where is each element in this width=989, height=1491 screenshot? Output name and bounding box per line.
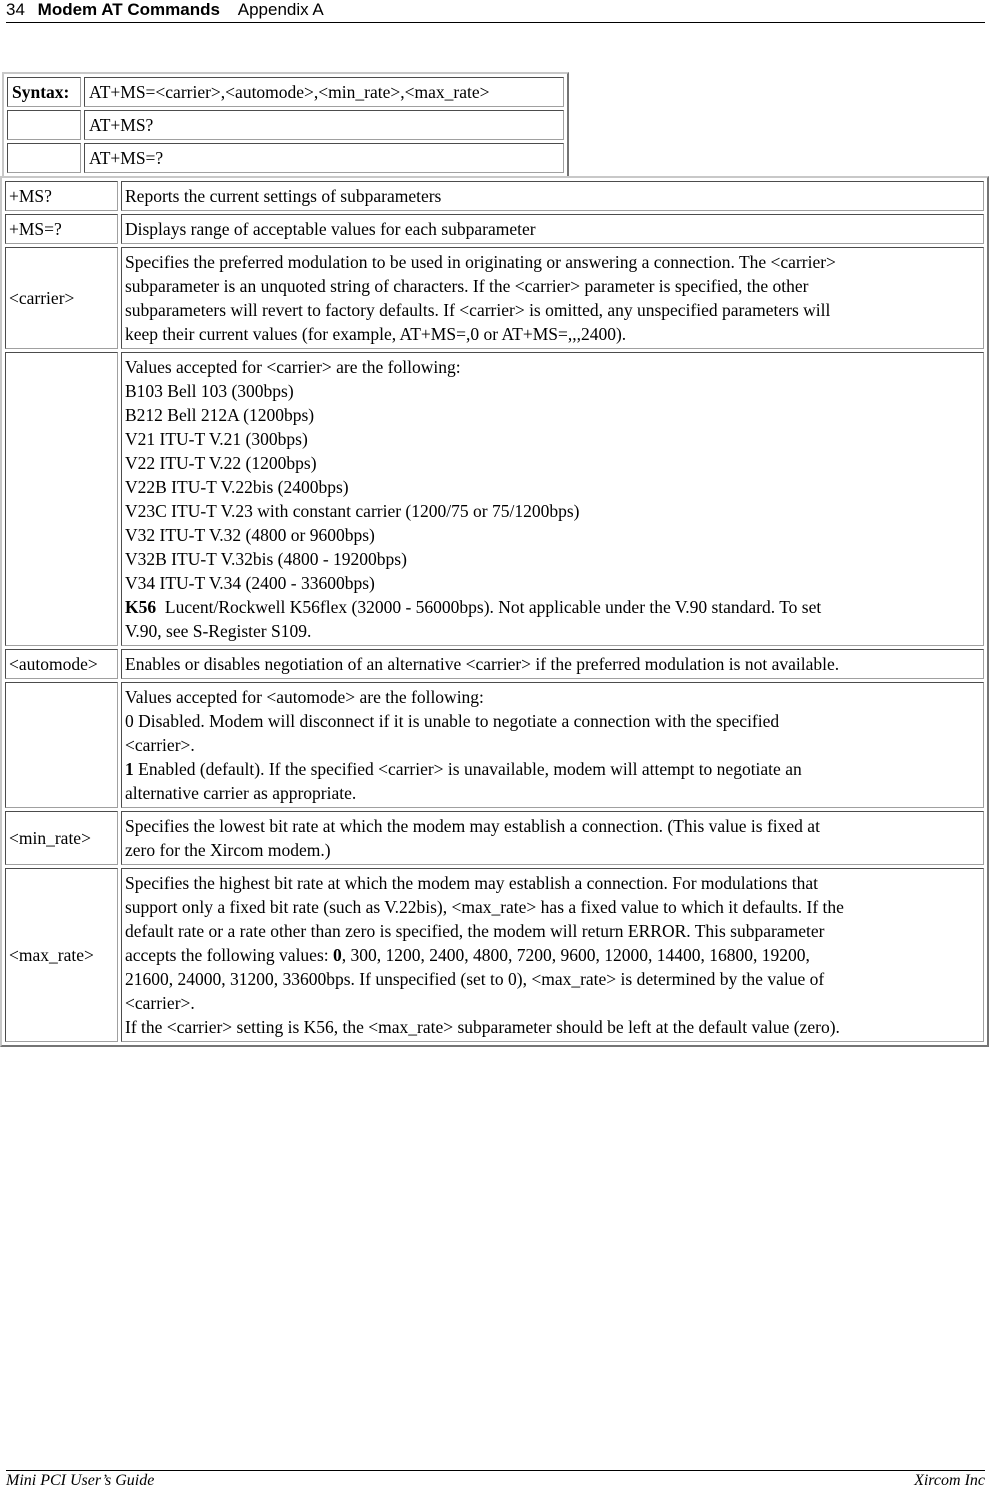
page-footer xyxy=(6,1470,985,1491)
table-row xyxy=(5,682,984,808)
carrier-option: V21 ITU-T V.21 (300bps) xyxy=(125,429,308,449)
page-number: 34 xyxy=(6,0,25,19)
desc-line: If the <carrier> setting is K56, the <max_rate> subparameter should be left at the default value (zero). xyxy=(125,1017,840,1037)
option-code: 1 xyxy=(125,759,134,779)
param-name: <min_rate> xyxy=(5,811,118,865)
desc-line: <carrier>. xyxy=(125,993,195,1013)
automode-option: 0 Disabled. Modem will disconnect if it is unable to negotiate a connection with the specified xyxy=(125,711,780,731)
values-list: , 300, 1200, 2400, 4800, 7200, 9600, 12000, 14400, 16800, 19200, xyxy=(341,945,810,965)
desc-line: support only a fixed bit rate (such as V.22bis), <max_rate> has a fixed value to which it defaults. If the xyxy=(125,897,844,917)
param-name: <automode> xyxy=(5,649,118,679)
desc-line: V.90, see S-Register S109. xyxy=(125,621,312,641)
page-header xyxy=(6,0,985,23)
table-row xyxy=(5,868,984,1042)
carrier-option: V34 ITU-T V.34 (2400 - 33600bps) xyxy=(125,573,375,593)
param-name: +MS=? xyxy=(5,214,118,244)
desc-line xyxy=(125,943,980,967)
carrier-option: V22B ITU-T V.22bis (2400bps) xyxy=(125,477,349,497)
syntax-empty-cell xyxy=(7,110,81,140)
table-row xyxy=(5,352,984,646)
syntax-row xyxy=(7,110,564,140)
param-empty-cell xyxy=(5,352,118,646)
desc-line: keep their current values (for example, AT+MS=,0 or AT+MS=,,,2400). xyxy=(125,324,627,344)
table-row xyxy=(5,649,984,679)
parameter-table xyxy=(0,176,989,1047)
param-desc xyxy=(121,247,984,349)
desc-line: subparameters will revert to factory defaults. If <carrier> is omitted, any unspecified parameters will xyxy=(125,300,831,320)
footer-company: Xircom Inc xyxy=(914,1472,985,1489)
option-text: Enabled (default). If the specified <carrier> is unavailable, modem will attempt to negotiate an xyxy=(133,759,802,779)
carrier-option: V32 ITU-T V.32 (4800 or 9600bps) xyxy=(125,525,375,545)
table-row xyxy=(5,214,984,244)
param-desc xyxy=(121,682,984,808)
values-prefix: accepts the following values: xyxy=(125,945,333,965)
desc-line: Specifies the lowest bit rate at which the modem may establish a connection. (This value is fixed at xyxy=(125,816,820,836)
desc-line: subparameter is an unquoted string of characters. If the <carrier> parameter is specified, the other xyxy=(125,276,809,296)
desc-line: default rate or a rate other than zero is specified, the modem will return ERROR. This subparameter xyxy=(125,921,825,941)
section-title: Modem AT Commands xyxy=(37,0,220,19)
syntax-empty-cell xyxy=(7,143,81,173)
table-row xyxy=(5,811,984,865)
automode-option xyxy=(125,757,980,781)
param-desc: Reports the current settings of subparameters xyxy=(121,181,984,211)
table-row xyxy=(5,247,984,349)
desc-line: Values accepted for <automode> are the following: xyxy=(125,687,484,707)
syntax-line: AT+MS? xyxy=(84,110,564,140)
carrier-option: B103 Bell 103 (300bps) xyxy=(125,381,294,401)
desc-line: alternative carrier as appropriate. xyxy=(125,783,357,803)
syntax-label: Syntax: xyxy=(7,77,81,107)
k56-text: Lucent/Rockwell K56flex (32000 - 56000bps). Not applicable under the V.90 standard. To set xyxy=(156,597,822,617)
param-desc: Enables or disables negotiation of an alternative <carrier> if the preferred modulation is not available. xyxy=(121,649,984,679)
syntax-table xyxy=(2,72,569,178)
desc-line: <carrier>. xyxy=(125,735,195,755)
carrier-option: V32B ITU-T V.32bis (4800 - 19200bps) xyxy=(125,549,407,569)
desc-line: Specifies the preferred modulation to be used in originating or answering a connection. The <carrier> xyxy=(125,252,836,272)
desc-line: zero for the Xircom modem.) xyxy=(125,840,331,860)
param-desc xyxy=(121,352,984,646)
syntax-row xyxy=(7,77,564,107)
syntax-line: AT+MS=<carrier>,<automode>,<min_rate>,<max_rate> xyxy=(84,77,564,107)
syntax-row xyxy=(7,143,564,173)
desc-line: Values accepted for <carrier> are the following: xyxy=(125,357,461,377)
desc-line: Specifies the highest bit rate at which the modem may establish a connection. For modulations that xyxy=(125,873,819,893)
param-name: <carrier> xyxy=(5,247,118,349)
default-value: 0 xyxy=(333,945,342,965)
table-row xyxy=(5,181,984,211)
k56-code: K56 xyxy=(125,597,157,617)
footer-guide-title: Mini PCI User’s Guide xyxy=(6,1472,155,1489)
param-name: +MS? xyxy=(5,181,118,211)
param-desc: Displays range of acceptable values for each subparameter xyxy=(121,214,984,244)
carrier-option-k56 xyxy=(125,595,980,619)
param-empty-cell xyxy=(5,682,118,808)
syntax-line: AT+MS=? xyxy=(84,143,564,173)
carrier-option: V22 ITU-T V.22 (1200bps) xyxy=(125,453,317,473)
carrier-option: V23C ITU-T V.23 with constant carrier (1200/75 or 75/1200bps) xyxy=(125,501,580,521)
appendix-label: Appendix A xyxy=(237,0,324,19)
param-desc xyxy=(121,811,984,865)
param-name: <max_rate> xyxy=(5,868,118,1042)
carrier-option: B212 Bell 212A (1200bps) xyxy=(125,405,315,425)
param-desc xyxy=(121,868,984,1042)
desc-line: 21600, 24000, 31200, 33600bps. If unspecified (set to 0), <max_rate> is determined by the value of xyxy=(125,969,825,989)
